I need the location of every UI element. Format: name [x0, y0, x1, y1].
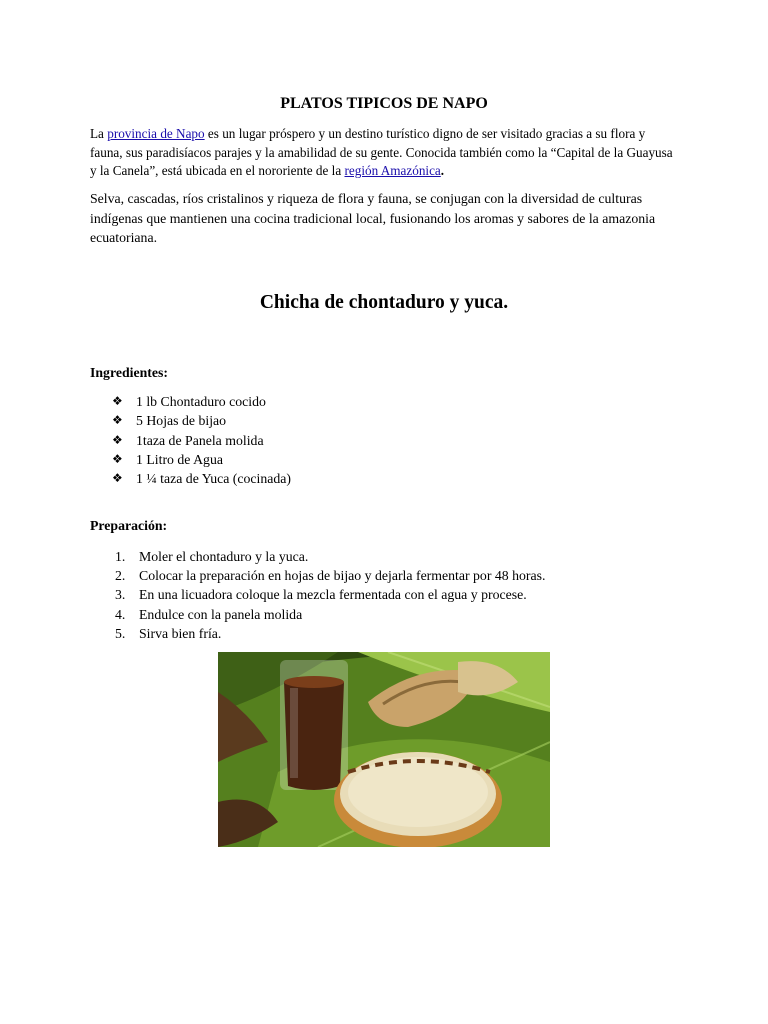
chicha-photo — [218, 652, 550, 847]
preparation-step — [112, 605, 545, 624]
step-text: Colocar la preparación en hojas de bijao y dejarla fermentar por 48 horas. — [139, 568, 546, 584]
intro-text-middle: es un lugar próspero y un destino turístico digno de ser visitado gracias a su flora y fauna, sus paradisíacos parajes y la amabilidad de su gente. Conocida también como la “Capital de la Guayusa y la Canela”, está ubicada en el nororiente de la — [90, 126, 673, 178]
ingredients-label: Ingredientes: — [90, 365, 168, 380]
step-number: 5. — [115, 625, 126, 641]
step-number: 2. — [115, 568, 126, 584]
intro-paragraph-1 — [90, 125, 680, 181]
ingredient-text: 1 ¼ taza de Yuca (cocinada) — [136, 471, 291, 487]
intro-paragraph-2: Selva, cascadas, ríos cristalinos y riqueza de flora y fauna, se conjugan con la diversidad de culturas indígenas que mantienen una cocina tradicional local, fusionando los aromas y sabores de la amazonia ecuatoriana. — [90, 191, 656, 245]
ingredient-item — [112, 431, 291, 450]
provincia-de-napo-link[interactable]: provincia de Napo — [107, 126, 205, 141]
preparation-step — [112, 585, 545, 604]
preparation-step — [112, 547, 545, 566]
ingredients-list — [112, 392, 291, 488]
ingredient-text: 1 lb Chontaduro cocido — [136, 394, 266, 409]
page-title: PLATOS TIPICOS DE NAPO — [280, 95, 488, 112]
recipe-title: Chicha de chontaduro y yuca. — [259, 292, 509, 313]
ingredient-text: 1 Litro de Agua — [136, 451, 223, 467]
preparation-steps — [112, 547, 545, 643]
diamond-bullet-icon: ❖ — [112, 394, 123, 408]
step-number: 4. — [115, 606, 126, 622]
region-amazonica-link[interactable]: región Amazónica — [344, 163, 441, 178]
step-text: Sirva bien fría. — [139, 625, 222, 641]
step-text: Endulce con la panela molida — [139, 606, 303, 622]
ingredient-item — [112, 411, 291, 430]
step-text: Moler el chontaduro y la yuca. — [139, 549, 309, 564]
ingredient-item — [112, 469, 291, 488]
preparation-step — [112, 566, 545, 585]
preparation-step — [112, 624, 545, 643]
step-number: 3. — [115, 587, 126, 603]
ingredient-text: 1taza de Panela molida — [136, 432, 264, 448]
diamond-bullet-icon: ❖ — [112, 413, 123, 428]
step-number: 1. — [115, 549, 126, 564]
preparation-label: Preparación: — [90, 518, 168, 533]
ingredient-item — [112, 392, 291, 411]
ingredient-text: 5 Hojas de bijao — [136, 413, 227, 429]
diamond-bullet-icon: ❖ — [112, 451, 123, 466]
intro-text-end: . — [440, 163, 445, 178]
diamond-bullet-icon: ❖ — [112, 471, 123, 486]
step-text: En una licuadora coloque la mezcla fermentada con el agua y procese. — [139, 587, 527, 603]
intro-text-start: La — [90, 126, 108, 141]
diamond-bullet-icon: ❖ — [112, 432, 123, 447]
ingredient-item — [112, 450, 291, 469]
